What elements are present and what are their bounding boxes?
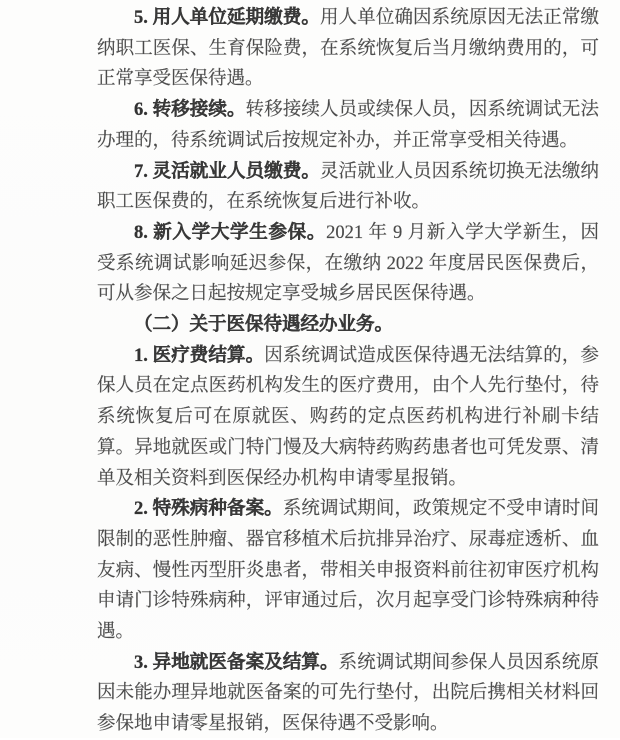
paragraph-lead: 1. 医疗费结算。: [134, 345, 265, 366]
paragraph-body: 2021 年 9 月新入学大学新生，因受系统调试影响延迟参保，在缴纳 2022 年度居民医保费后，可从参保之日起按规定享受城乡居民医保待遇。: [97, 222, 599, 305]
paragraph-lead: 8. 新入学大学生参保。: [134, 222, 327, 243]
paragraph-body: 用人单位确因系统原因无法正常缴纳职工医保、生育保险费，在系统恢复后当月缴纳费用的，可正常享受医保待遇。: [97, 8, 599, 90]
paragraph-body: 系统调试期间参保人员因系统原因未能办理异地就医备案的可先行垫付，出院后携相关材料回参保地申请零星报销，医保待遇不受影响。: [97, 652, 599, 735]
paragraph-item-6-transfer-continuation: [97, 95, 599, 156]
paragraph-item-3-remote-medical-filing-settlement: [97, 648, 599, 740]
paragraph-item-5-employer-deferred-payment: [97, 3, 599, 95]
section-heading-benefit-services: [97, 310, 599, 341]
paragraph-item-2-special-disease-filing: [97, 494, 599, 648]
paragraph-body: 因系统调试造成医保待遇无法结算的，参保人员在定点医药机构发生的医疗费用，由个人先行垫付，待系统恢复后可在原就医、购药的定点医药机构进行补刷卡结算。异地就医或门特门慢及大病特药购药患者也可凭发票、清单及相关资料到医保经办机构申请零星报销。: [97, 345, 599, 489]
paragraph-body: 灵活就业人员因系统切换无法缴纳职工医保费的，在系统恢复后进行补收。: [97, 161, 599, 213]
paragraph-item-7-flexible-employment-payment: [97, 157, 599, 218]
paragraph-body: 系统调试期间，政策规定不受申请时间限制的恶性肿瘤、器官移植术后抗排异治疗、尿毒症透析、血友病、慢性丙型肝炎患者，带相关申报资料前往初审医疗机构申请门诊特殊病种，评审通过后，次月起享受门诊特殊病种待遇。: [97, 499, 599, 643]
document-text-block: [97, 3, 599, 740]
paragraph-lead: 3. 异地就医备案及结算。: [134, 652, 339, 673]
paragraph-lead: 5. 用人单位延期缴费。: [134, 8, 321, 28]
paragraph-item-8-new-college-student-enrollment: [97, 218, 599, 310]
paragraph-lead: 6. 转移接续。: [134, 100, 246, 121]
paragraph-lead: 7. 灵活就业人员缴费。: [134, 161, 321, 182]
paragraph-item-1-medical-fee-settlement: [97, 341, 599, 495]
paragraph-lead: 2. 特殊病种备案。: [134, 499, 283, 520]
paragraph-body: 转移接续人员或续保人员，因系统调试无法办理的，待系统调试后按规定补办，并正常享受相关待遇。: [97, 100, 599, 151]
section-heading-text: （二）关于医保待遇经办业务。: [134, 315, 394, 336]
